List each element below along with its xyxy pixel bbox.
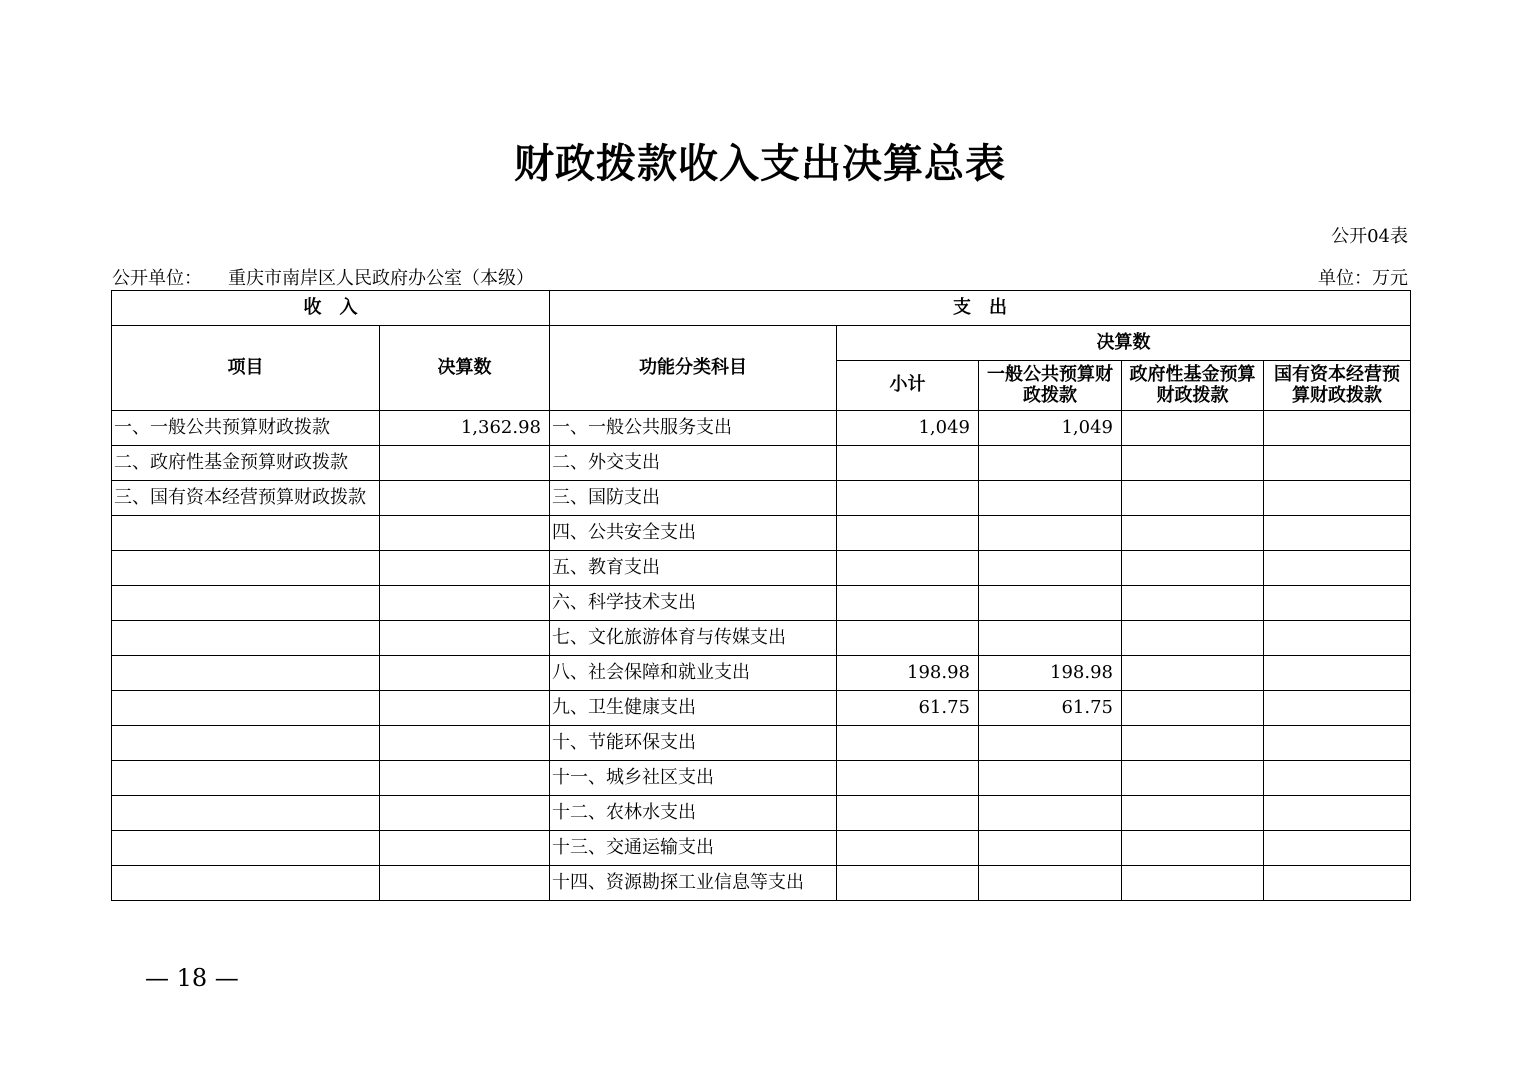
state-capital-cell: [1264, 621, 1411, 656]
state-capital-cell: [1264, 866, 1411, 901]
category-cell: 十一、城乡社区支出: [550, 761, 837, 796]
state-capital-cell: [1264, 516, 1411, 551]
general-public-cell: 61.75: [979, 691, 1122, 726]
table-row: [112, 691, 1411, 726]
income-amount-cell: [380, 621, 550, 656]
category-cell: 八、社会保障和就业支出: [550, 656, 837, 691]
income-amount-cell: [380, 481, 550, 516]
subtotal-cell: [837, 761, 979, 796]
general-public-cell: [979, 551, 1122, 586]
state-capital-cell: [1264, 551, 1411, 586]
unit-name: 重庆市南岸区人民政府办公室（本级）: [228, 268, 534, 289]
category-cell: 十四、资源勘探工业信息等支出: [550, 866, 837, 901]
income-item-cell: [112, 621, 380, 656]
unit-row: [112, 264, 1408, 290]
subtotal-cell: [837, 586, 979, 621]
category-cell: 十、节能环保支出: [550, 726, 837, 761]
table-row: [112, 551, 1411, 586]
table-row: [112, 621, 1411, 656]
gov-fund-cell: [1122, 411, 1264, 446]
table-row: [112, 761, 1411, 796]
category-cell: 二、外交支出: [550, 446, 837, 481]
income-amount-cell: [380, 551, 550, 586]
income-amount-cell: [380, 796, 550, 831]
subtotal-cell: [837, 516, 979, 551]
general-public-cell: [979, 796, 1122, 831]
income-amount-cell: 1,362.98: [380, 411, 550, 446]
category-cell: 七、文化旅游体育与传媒支出: [550, 621, 837, 656]
gov-fund-cell: [1122, 691, 1264, 726]
gov-fund-cell: [1122, 866, 1264, 901]
category-cell: 五、教育支出: [550, 551, 837, 586]
subtotal-cell: [837, 796, 979, 831]
gov-fund-cell: [1122, 656, 1264, 691]
state-capital-cell: [1264, 446, 1411, 481]
subtotal-cell: [837, 726, 979, 761]
income-amount-cell: [380, 516, 550, 551]
income-item-cell: [112, 691, 380, 726]
subtotal-cell: [837, 831, 979, 866]
general-public-header: 一般公共预算财政拨款: [979, 361, 1122, 411]
table-row: [112, 726, 1411, 761]
gov-fund-cell: [1122, 516, 1264, 551]
income-item-cell: [112, 761, 380, 796]
income-item-cell: [112, 866, 380, 901]
gov-fund-cell: [1122, 726, 1264, 761]
income-header: 收 入: [112, 291, 550, 326]
final-amount-header: 决算数: [837, 326, 1411, 361]
income-amount-cell: [380, 691, 550, 726]
form-code: 公开04表: [1331, 226, 1408, 247]
unit-label: 公开单位：: [112, 268, 202, 289]
gov-fund-header: 政府性基金预算财政拨款: [1122, 361, 1264, 411]
general-public-cell: [979, 516, 1122, 551]
general-public-cell: [979, 621, 1122, 656]
subtotal-cell: 198.98: [837, 656, 979, 691]
table-row: [112, 586, 1411, 621]
table-row: [112, 516, 1411, 551]
income-item-cell: [112, 726, 380, 761]
income-item-cell: [112, 586, 380, 621]
table-row: [112, 481, 1411, 516]
table-row: [112, 656, 1411, 691]
expense-header: 支 出: [550, 291, 1411, 326]
category-cell: 一、一般公共服务支出: [550, 411, 837, 446]
item-header: 项目: [112, 326, 380, 411]
gov-fund-cell: [1122, 831, 1264, 866]
reporting-unit: [112, 264, 534, 290]
page-title: 财政拨款收入支出决算总表: [514, 140, 1006, 187]
state-capital-cell: [1264, 796, 1411, 831]
table-row: [112, 831, 1411, 866]
income-item-cell: [112, 831, 380, 866]
state-capital-cell: [1264, 831, 1411, 866]
gov-fund-cell: [1122, 621, 1264, 656]
income-item-cell: [112, 796, 380, 831]
subtotal-cell: [837, 446, 979, 481]
gov-fund-cell: [1122, 446, 1264, 481]
general-public-cell: 198.98: [979, 656, 1122, 691]
category-cell: 九、卫生健康支出: [550, 691, 837, 726]
function-category-header: 功能分类科目: [550, 326, 837, 411]
table-row: [112, 411, 1411, 446]
gov-fund-cell: [1122, 586, 1264, 621]
category-cell: 四、公共安全支出: [550, 516, 837, 551]
general-public-cell: [979, 726, 1122, 761]
gov-fund-cell: [1122, 761, 1264, 796]
subtotal-cell: [837, 481, 979, 516]
subtotal-cell: 61.75: [837, 691, 979, 726]
income-amount-cell: [380, 761, 550, 796]
income-amount-cell: [380, 831, 550, 866]
general-public-cell: [979, 446, 1122, 481]
page-number: — 18 —: [145, 964, 239, 992]
state-capital-header: 国有资本经营预算财政拨款: [1264, 361, 1411, 411]
subtotal-cell: [837, 866, 979, 901]
income-item-cell: 二、政府性基金预算财政拨款: [112, 446, 380, 481]
budget-table: [111, 290, 1411, 901]
income-item-cell: [112, 551, 380, 586]
subtotal-cell: [837, 551, 979, 586]
income-amount-cell: [380, 656, 550, 691]
subtotal-cell: [837, 621, 979, 656]
income-item-cell: 一、一般公共预算财政拨款: [112, 411, 380, 446]
currency-unit: 单位：万元: [1318, 268, 1408, 289]
general-public-cell: [979, 831, 1122, 866]
table-row: [112, 796, 1411, 831]
category-cell: 十三、交通运输支出: [550, 831, 837, 866]
gov-fund-cell: [1122, 551, 1264, 586]
category-cell: 十二、农林水支出: [550, 796, 837, 831]
general-public-cell: [979, 586, 1122, 621]
subtotal-cell: 1,049: [837, 411, 979, 446]
income-item-cell: 三、国有资本经营预算财政拨款: [112, 481, 380, 516]
state-capital-cell: [1264, 691, 1411, 726]
amount-header: 决算数: [380, 326, 550, 411]
state-capital-cell: [1264, 726, 1411, 761]
state-capital-cell: [1264, 411, 1411, 446]
category-cell: 六、科学技术支出: [550, 586, 837, 621]
state-capital-cell: [1264, 656, 1411, 691]
income-item-cell: [112, 516, 380, 551]
general-public-cell: 1,049: [979, 411, 1122, 446]
state-capital-cell: [1264, 586, 1411, 621]
income-amount-cell: [380, 726, 550, 761]
income-item-cell: [112, 656, 380, 691]
general-public-cell: [979, 481, 1122, 516]
state-capital-cell: [1264, 481, 1411, 516]
income-amount-cell: [380, 586, 550, 621]
state-capital-cell: [1264, 761, 1411, 796]
subtotal-header: 小计: [837, 361, 979, 411]
table-row: [112, 866, 1411, 901]
general-public-cell: [979, 761, 1122, 796]
income-amount-cell: [380, 446, 550, 481]
table-row: [112, 446, 1411, 481]
general-public-cell: [979, 866, 1122, 901]
income-amount-cell: [380, 866, 550, 901]
gov-fund-cell: [1122, 796, 1264, 831]
category-cell: 三、国防支出: [550, 481, 837, 516]
gov-fund-cell: [1122, 481, 1264, 516]
